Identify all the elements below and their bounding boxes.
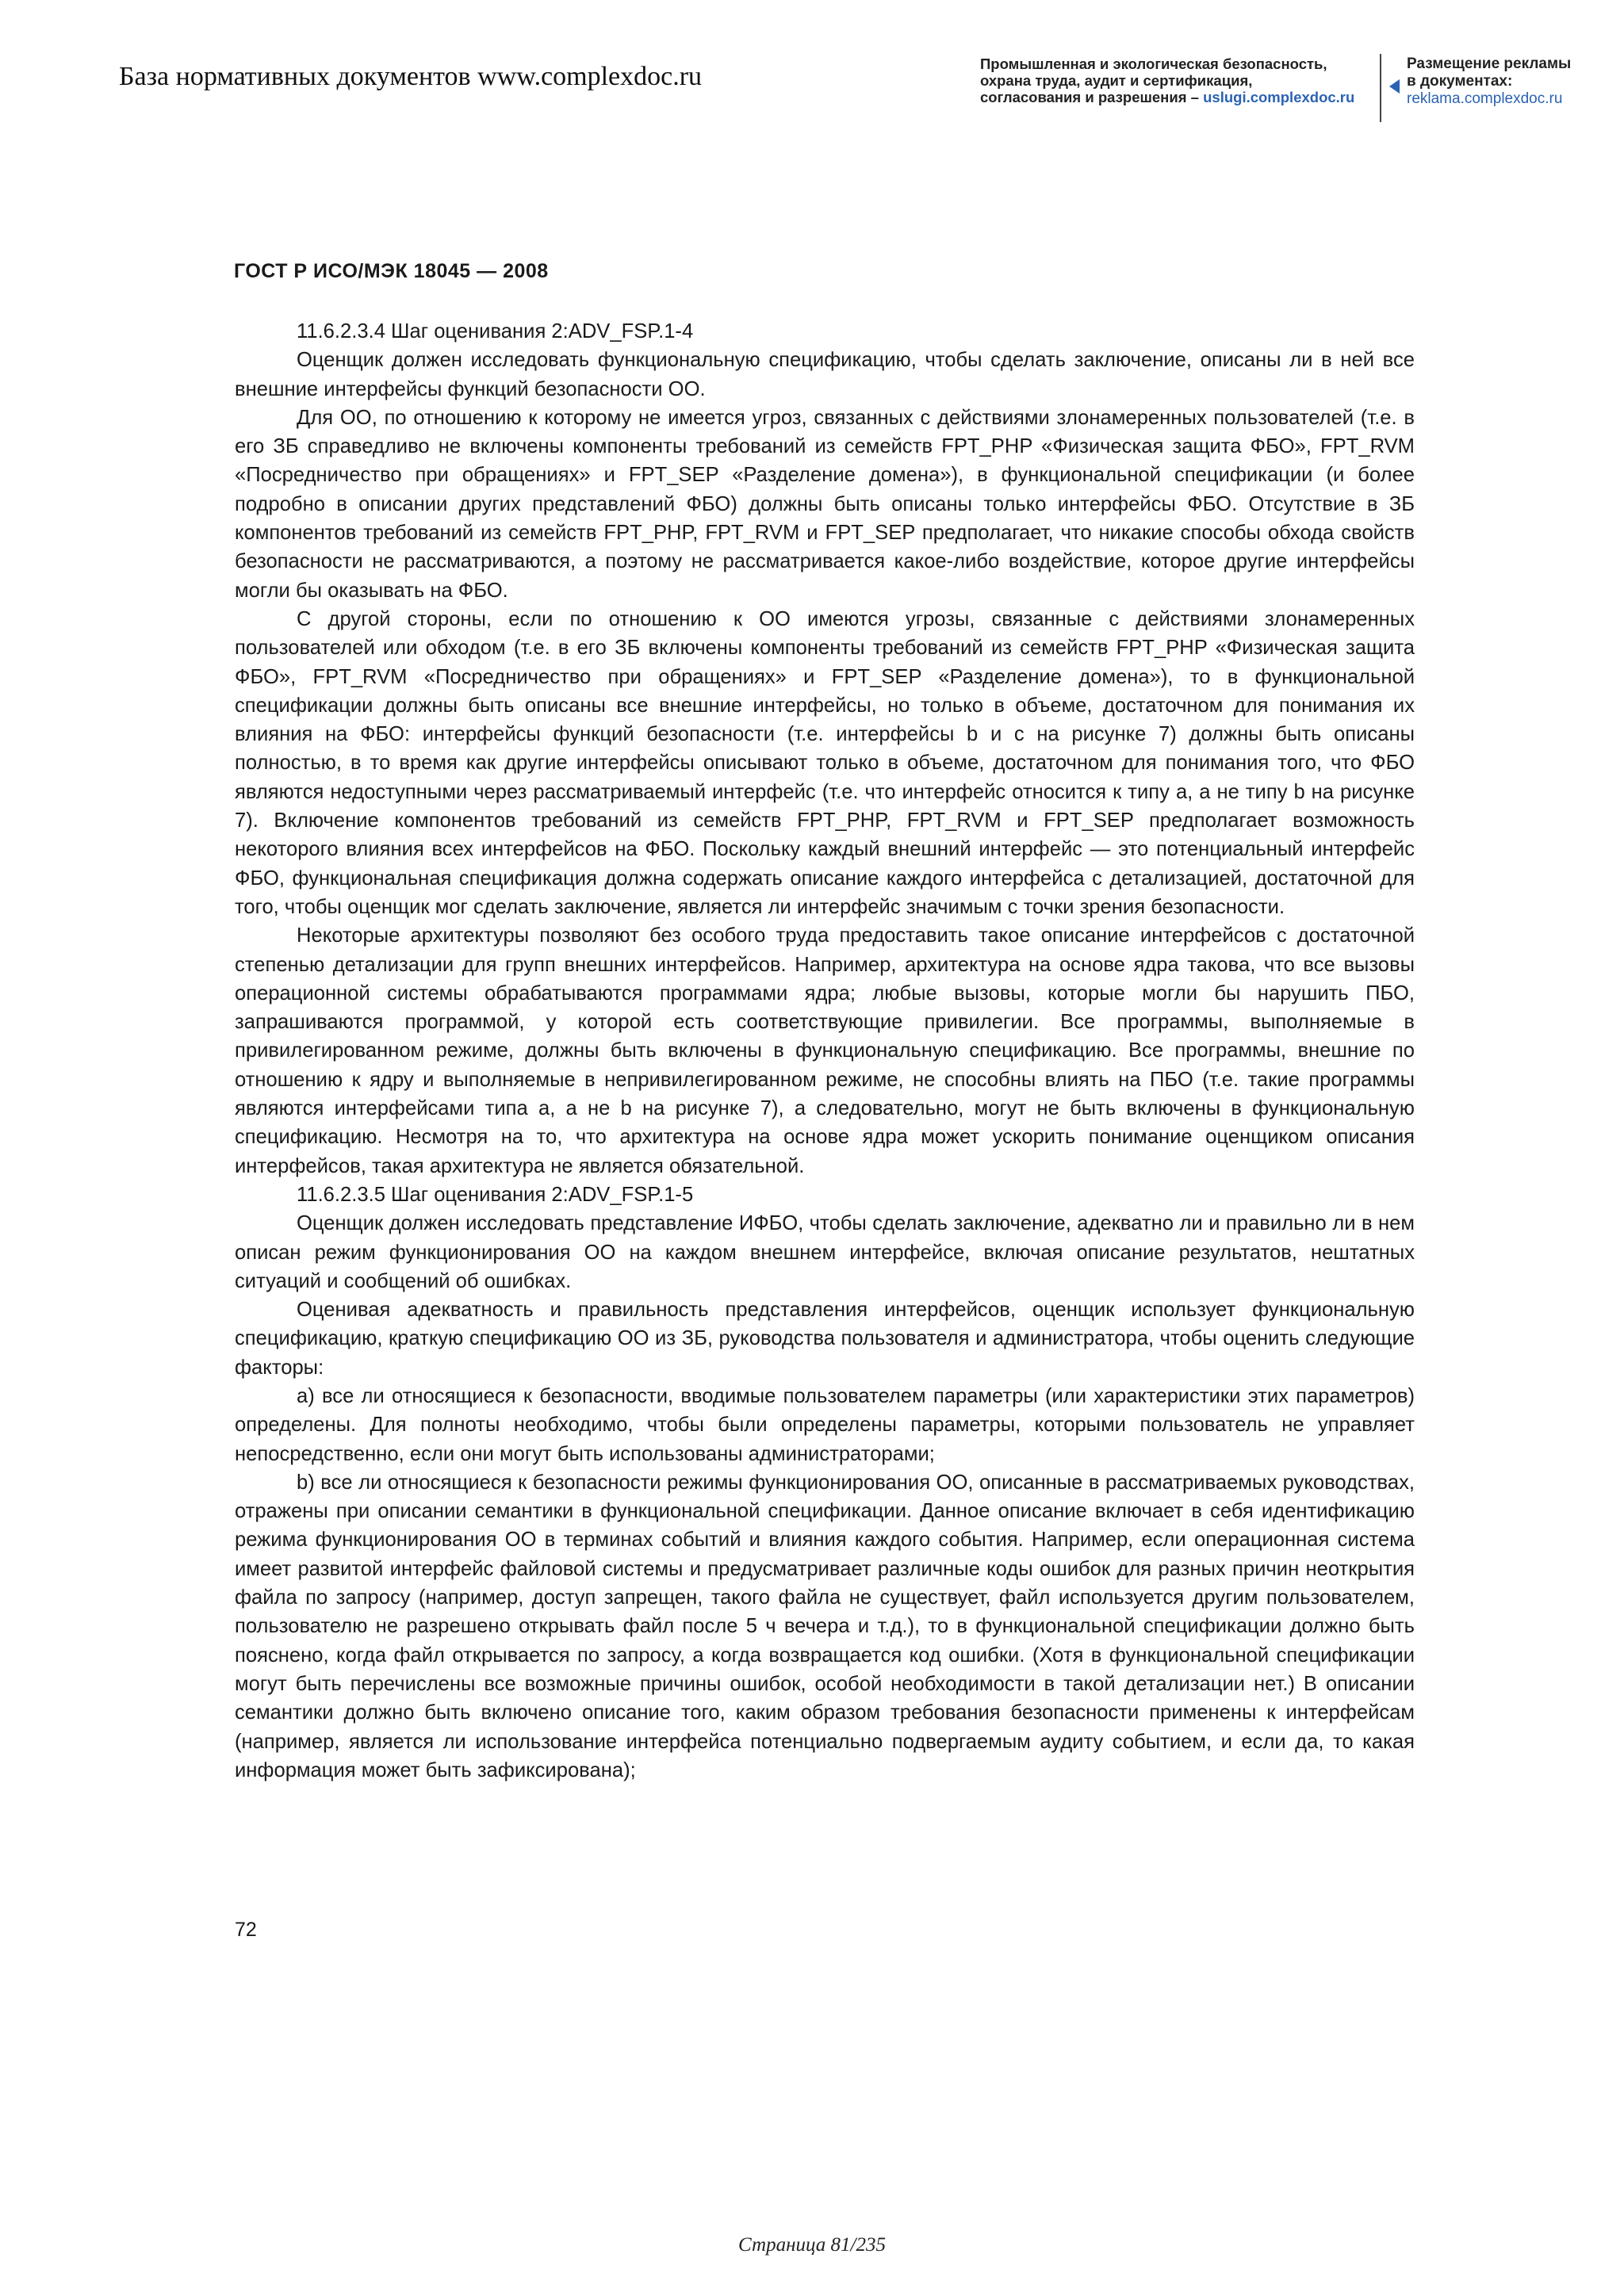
promo-line-text: согласования и разрешения – [980, 89, 1204, 105]
page-number: 72 [235, 1919, 257, 1941]
advertising-link[interactable]: reklama.complexdoc.ru [1407, 90, 1563, 107]
section-heading: 11.6.2.3.5 Шаг оценивания 2:ADV_FSP.1-5 [297, 1183, 694, 1206]
promo-line [980, 89, 1377, 105]
services-link[interactable]: uslugi.complexdoc.ru [1203, 89, 1355, 105]
banner-divider [1380, 54, 1381, 122]
paragraph: Оценщик должен исследовать функциональную спецификацию, чтобы сделать заключение, описаны ли в ней все внешние интерфейсы функций безопасности ОО. [235, 349, 1415, 400]
services-promo [980, 55, 1377, 105]
paragraph: Оценивая адекватность и правильность представления интерфейсов, оценщик использует функциональную спецификацию, краткую спецификацию ОО из ЗБ, руководства пользователя и администратора, чтобы оценить следующие факторы: [235, 1299, 1415, 1379]
site-title: База нормативных документов www.complexdoc.ru [119, 62, 703, 91]
list-item: a) все ли относящиеся к безопасности, вводимые пользователем параметры (или характеристики этих параметров) определены. Для полноты необходимо, чтобы были определены параметры, которыми пользователь не управляет непосредственно, если они могут быть использованы администраторами; [235, 1384, 1415, 1465]
page-footer: Страница 81/235 [738, 2234, 886, 2256]
promo-line: Промышленная и экологическая безопасность, [980, 55, 1327, 72]
paragraph: Некоторые архитектуры позволяют без особого труда предоставить такое описание интерфейсов с достаточной степенью детализации для групп внешних интерфейсов. Например, архитектура на основе ядра такова, что все вызовы операционной системы обрабатываются программами ядра; любые вызовы, которые могли бы нарушить ПБО, запрашиваются программой, у которой есть соответствующие привилегии. Все программы, выполняемые в привилегированном режиме, должны быть включены в функциональную спецификацию. Все программы, внешние по отношению к ядру и выполняемые в непривилегированном режиме, не способны влиять на ПБО (т.е. такие программы являются интерфейсами типа a, а не b на рисунке 7), а следовательно, могут не быть включены в функциональную спецификацию. Несмотря на то, что архитектура на основе ядра может ускорить понимание оценщиком описания интерфейсов, такая архитектура не является обязательной. [235, 924, 1415, 1177]
promo-line: охрана труда, аудит и сертификация, [980, 72, 1253, 89]
paragraph: Оценщик должен исследовать представление ИФБО, чтобы сделать заключение, адекватно ли и правильно ли в нем описан режим функционирования ОО на каждом внешнем интерфейсе, включая описание результатов, нештатных ситуаций и сообщений об ошибках. [235, 1212, 1415, 1292]
ad-line: в документах: [1407, 73, 1513, 90]
document-body [235, 317, 1415, 1785]
section-heading: 11.6.2.3.4 Шаг оценивания 2:ADV_FSP.1-4 [297, 320, 694, 342]
document-header: ГОСТ Р ИСО/МЭК 18045 — 2008 [234, 260, 549, 282]
ad-line: Размещение рекламы [1407, 55, 1572, 72]
arrow-left-icon [1389, 79, 1400, 94]
list-item: b) все ли относящиеся к безопасности режимы функционирования ОО, описанные в рассматриваемых руководствах, отражены при описании семантики в функциональной спецификации. Данное описание включает в себя идентификацию режима функционирования ОО в терминах событий и влияния каждого события. Например, если операционная система имеет развитой интерфейс файловой системы и предусматривает различные коды ошибок для разных причин неоткрытия файла по запросу (например, доступ запрещен, такого файла не существует, файл используется другим пользователем, пользователю не разрешено открывать файл после 5 ч вечера и т.д.), то в функциональной спецификации должно быть пояснено, когда файл открывается по запросу, а когда возвращается код ошибки. (Хотя в функциональной спецификации могут быть перечислены все возможные причины ошибок, особой необходимости в такой детализации нет.) В описании семантики должно быть включено описание того, каким образом требования безопасности применены к интерфейсам (например, является ли использование интерфейса потенциально подвергаемым аудиту событием, и если да, то какая информация может быть зафиксирована); [235, 1471, 1415, 1781]
paragraph: Для ОО, по отношению к которому не имеется угроз, связанных с действиями злонамеренных пользователей (т.е. в его ЗБ справедливо не включены компоненты требований из семейств FPT_PHP «Физическая защита ФБО», FPT_RVM «Посредничество при обращениях» и FPT_SEP «Разделение домена»), в функциональной спецификации (и более подробно в описании других представлений ФБО) должны быть описаны только интерфейсы ФБО. Отсутствие в ЗБ компонентов требований из семейств FPT_PHP, FPT_RVM и FPT_SEP предполагает, что никакие способы обхода свойств безопасности не рассматриваются, а поэтому не рассматривается какое-либо воздействие, которое другие интерфейсы могли бы оказывать на ФБО. [235, 406, 1415, 602]
advertising-block [1407, 55, 1605, 108]
paragraph: С другой стороны, если по отношению к ОО имеются угрозы, связанные с действиями злонамеренных пользователей или обходом (т.е. в его ЗБ включены компоненты требований из семейств FPT_PHP «Физическая защита ФБО», FPT_RVM «Посредничество при обращениях» и FPT_SEP «Разделение домена»), то в функциональной спецификации должны быть описаны все внешние интерфейсы, но только в объеме, достаточном для понимания их влияния на ФБО: интерфейсы функций безопасности (т.е. интерфейсы b и c на рисунке 7) должны быть описаны полностью, в то время как другие интерфейсы описывают только в объеме, достаточном для понимания того, что ФБО являются недоступными через рассматриваемый интерфейс (т.е. что интерфейс относится к типу a, а не типу b на рисунке 7). Включение компонентов требований из семейств FPT_PHP, FPT_RVM и FPT_SEP предполагает возможность некоторого влияния всех интерфейсов на ФБО. Поскольку каждый внешний интерфейс — это потенциальный интерфейс ФБО, функциональная спецификация должна содержать описание каждого интерфейса с детализацией, достаточной для того, чтобы оценщик мог сделать заключение, является ли интерфейс значимым с точки зрения безопасности. [235, 607, 1415, 918]
